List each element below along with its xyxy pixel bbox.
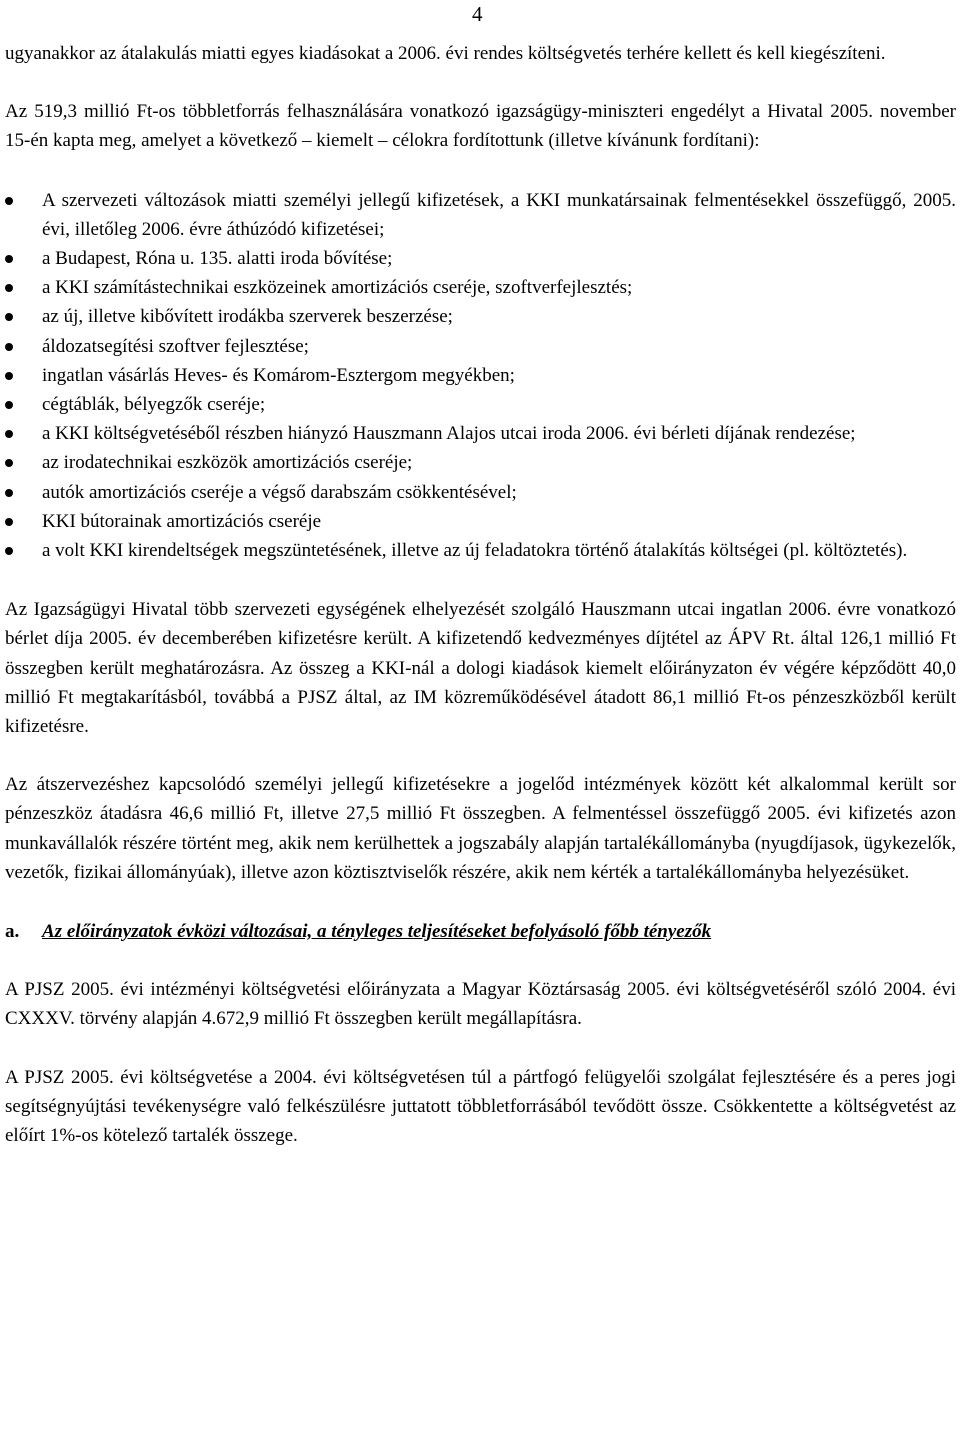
list-item: A szervezeti változások miatti személyi jellegű kifizetések, a KKI munkatársainak felmentésekkel összefüggő, 2005. évi, illetőleg 2006. évre áthúzódó kifizetései; — [5, 186, 956, 244]
paragraph: A PJSZ 2005. évi intézményi költségvetési előirányzata a Magyar Köztársaság 2005. évi költségvetéséről szóló 2004. évi CXXXV. törvény alapján 4.672,9 millió Ft összegben került megállapításra. — [5, 979, 956, 1030]
bullet-icon — [5, 197, 13, 205]
bullet-icon — [5, 430, 13, 438]
list-item: KKI bútorainak amortizációs cseréje — [5, 507, 956, 536]
list-item: a KKI költségvetéséből részben hiányzó Hauszmann Alajos utcai iroda 2006. évi bérleti díjának rendezése; — [5, 419, 956, 448]
list-item: a KKI számítástechnikai eszközeinek amortizációs cseréje, szoftverfejlesztés; — [5, 273, 956, 302]
bullet-icon — [5, 459, 13, 467]
paragraph: A PJSZ 2005. évi költségvetése a 2004. évi költségvetésen túl a pártfogó felügyelői szolgálat fejlesztésére és a peres jogi segítségnyújtási tevékenységre való felkészülésre juttatott többletforrásából tevődött össze. Csökkentette a költségvetést az előírt 1%-os kötelező tartalék összege. — [5, 1066, 956, 1147]
paragraph: ugyanakkor az átalakulás miatti egyes kiadásokat a 2006. évi rendes költségvetés terhére kellett és kell kiegészíteni. — [5, 43, 886, 64]
list-item: ingatlan vásárlás Heves- és Komárom-Esztergom megyékben; — [5, 361, 956, 390]
bullet-icon — [5, 313, 13, 321]
section-heading — [5, 917, 956, 946]
list-item: autók amortizációs cseréje a végső darabszám csökkentésével; — [5, 478, 956, 507]
bullet-list — [5, 186, 956, 566]
bullet-icon — [5, 547, 13, 555]
bullet-icon — [5, 343, 13, 351]
bullet-icon — [5, 518, 13, 526]
list-item: a volt KKI kirendeltségek megszüntetésének, illetve az új feladatokra történő átalakítás költségei (pl. költöztetés). — [5, 536, 956, 565]
list-item: áldozatsegítési szoftver fejlesztése; — [5, 332, 956, 361]
page-number: 4 — [472, 2, 483, 26]
paragraph: Az 519,3 millió Ft-os többletforrás felhasználására vonatkozó igazságügy-miniszteri engedélyt a Hivatal 2005. november 15-én kapta meg, amelyet a következő – kiemelt – célokra fordítottunk (illetve kívánunk fordítani): — [5, 101, 956, 152]
bullet-icon — [5, 489, 13, 497]
bullet-icon — [5, 255, 13, 263]
section-title: Az előirányzatok évközi változásai, a tényleges teljesítéseket befolyásoló főbb tényezők — [42, 921, 712, 943]
document-body — [5, 39, 956, 1150]
paragraph: Az Igazságügyi Hivatal több szervezeti egységének elhelyezését szolgáló Hauszmann utcai ingatlan 2006. évre vonatkozó bérlet díja 2005. év decemberében kifizetésre került. A kifizetendő kedvezményes díjtétel az ÁPV Rt. által 126,1 millió Ft összegben került meghatározásra. Az összeg a KKI-nál a dologi kiadások kiemelt előirányzaton év végére képződött 40,0 millió Ft megtakarításból, továbbá a PJSZ által, az IM közreműködésével átadott 86,1 millió Ft-os pénzeszközből került kifizetésre. — [5, 599, 956, 738]
list-item: a Budapest, Róna u. 135. alatti iroda bővítése; — [5, 244, 956, 273]
bullet-icon — [5, 401, 13, 409]
list-item: az új, illetve kibővített irodákba szerverek beszerzése; — [5, 302, 956, 331]
paragraph: Az átszervezéshez kapcsolódó személyi jellegű kifizetésekre a jogelőd intézmények között két alkalommal került sor pénzeszköz átadásra 46,6 millió Ft, illetve 27,5 millió Ft összegben. A felmentéssel összefüggő 2005. évi kifizetés azon munkavállalók részére történt meg, akik nem kerülhettek a jogszabály alapján tartalékállományba (nyugdíjasok, ügykezelők, vezetők, fizikai állományúak), illetve azon köztisztviselők részére, akik nem kérték a tartalékállományba helyezésüket. — [5, 774, 956, 883]
section-letter: a. — [5, 921, 20, 943]
bullet-icon — [5, 284, 13, 292]
list-item: cégtáblák, bélyegzők cseréje; — [5, 390, 956, 419]
bullet-icon — [5, 372, 13, 380]
list-item: az irodatechnikai eszközök amortizációs cseréje; — [5, 448, 956, 477]
